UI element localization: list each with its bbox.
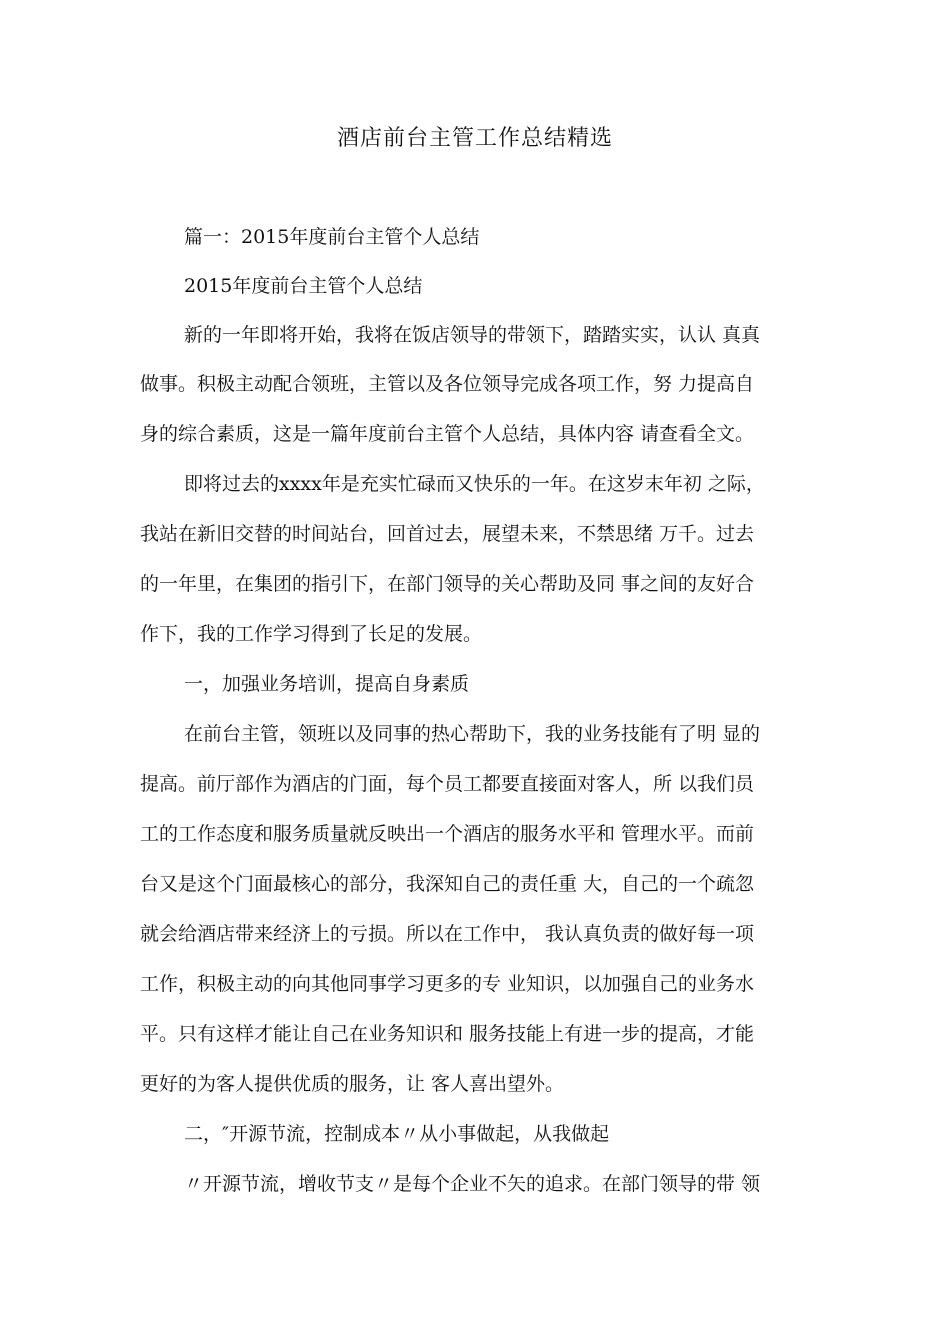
paragraph-line: 我站在新旧交替的时间站台，回首过去，展望未来，不禁思绪 万千。过去 [140,523,755,545]
subtitle: 2015年度前台主管个人总结 [184,275,423,297]
section-heading: 一，加强业务培训，提高自身素质 [184,673,470,695]
paragraph-line: 提高。前厅部作为酒店的门面，每个员工都要直接面对客人，所 以我们员 [140,773,755,795]
paragraph-line: 工作，积极主动的向其他同事学习更多的专 业知识，以加强自己的业务水 [140,973,755,995]
paragraph-line: 新的一年即将开始，我将在饭店领导的带领下，踏踏实实，认认 真真 [184,324,761,346]
paragraph-line: 即将过去的xxxx年是充实忙碌而又快乐的一年。在这岁末年初 之际， [184,473,765,495]
paragraph-line: 平。只有这样才能让自己在业务知识和 服务技能上有进一步的提高，才能 [140,1023,755,1045]
paragraph-line: 作下，我的工作学习得到了长足的发展。 [140,623,483,645]
section-heading: 二，″开源节流，控制成本〃从小事做起，从我做起 [184,1123,610,1145]
paragraph-line: 身的综合素质，这是一篇年度前台主管个人总结，具体内容 请查看全文。 [140,423,755,445]
paragraph-line: 更好的为客人提供优质的服务，让 客人喜出望外。 [140,1073,565,1095]
paragraph-line: 做事。积极主动配合领班，主管以及各位领导完成各项工作，努 力提高自 [140,373,755,395]
paragraph-line: 工的工作态度和服务质量就反映出一个酒店的服务水平和 管理水平。而前 [140,823,755,845]
section-heading: 篇一：2015年度前台主管个人总结 [184,226,480,248]
paragraph-line: 在前台主管，领班以及同事的热心帮助下，我的业务技能有了明 显的 [184,723,761,745]
paragraph-line: 〃开源节流，增收节支〃是每个企业不矢的追求。在部门领导的带 领 [184,1173,761,1195]
document-title: 酒店前台主管工作总结精选 [336,126,613,151]
paragraph-line: 台又是这个门面最核心的部分，我深知自己的责任重 大，自己的一个疏忽 [140,873,755,895]
paragraph-line: 就会给酒店带来经济上的亏损。所以在工作中， 我认真负责的做好每一项 [140,923,755,945]
paragraph-line: 的一年里，在集团的指引下，在部门领导的关心帮助及同 事之间的友好合 [140,573,755,595]
